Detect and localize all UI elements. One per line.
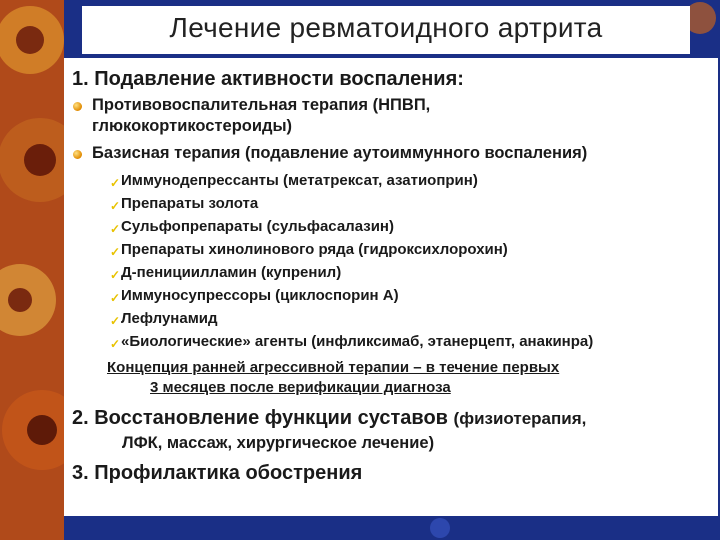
subitem-3: Сульфопрепараты (сульфасалазин) xyxy=(121,218,394,235)
checkmark-icon: ✓ xyxy=(110,291,121,305)
bullet2-line1: Базисная терапия (подавление аутоиммунного воспаления) xyxy=(92,144,588,162)
checkmark-icon: ✓ xyxy=(110,176,121,190)
subitem-6: Иммуносупрессоры (циклоспорин А) xyxy=(121,287,399,304)
bullet-icon xyxy=(73,102,82,111)
checkmark-icon: ✓ xyxy=(110,222,121,236)
subitem-2: Препараты золота xyxy=(121,195,259,212)
section2-heading xyxy=(72,407,586,430)
bullet1-line2: глюкокортикостероиды) xyxy=(92,117,293,135)
section2-line2: ЛФК, массаж, хирургическое лечение) xyxy=(122,434,435,452)
checkmark-icon: ✓ xyxy=(110,268,121,282)
section2-heading-main: 2. Восстановление функции суставов xyxy=(72,407,448,429)
checkmark-icon: ✓ xyxy=(110,314,121,328)
subitem-8: «Биологические» агенты (инфликсимаб, этанерцепт, анакинра) xyxy=(121,333,594,350)
checkmark-icon: ✓ xyxy=(110,337,121,351)
slide-title: Лечение ревматоидного артрита xyxy=(169,12,603,43)
concept-line1: Концепция ранней агрессивной терапии – в течение первых xyxy=(107,359,560,376)
subitem-4: Препараты хинолинового ряда (гидроксихлорохин) xyxy=(121,241,508,258)
concept-line2: 3 месяцев после верификации диагноза xyxy=(150,379,451,396)
section3-heading: 3. Профилактика обострения xyxy=(72,462,363,484)
checkmark-icon: ✓ xyxy=(110,245,121,259)
checkmark-icon: ✓ xyxy=(110,199,121,213)
bullet-icon xyxy=(73,150,82,159)
section2-heading-tail: (физиотерапия, xyxy=(453,409,587,428)
subitem-1: Иммунодепрессанты (метатрексат, азатиоприн) xyxy=(121,172,478,189)
section1-heading: 1. Подавление активности воспаления: xyxy=(72,68,464,90)
bullet1-line1: Противовоспалительная терапия (НПВП, xyxy=(92,96,431,114)
subitem-5: Д-пенициилламин (купренил) xyxy=(121,264,342,281)
subitem-7: Лефлунамид xyxy=(121,310,218,327)
